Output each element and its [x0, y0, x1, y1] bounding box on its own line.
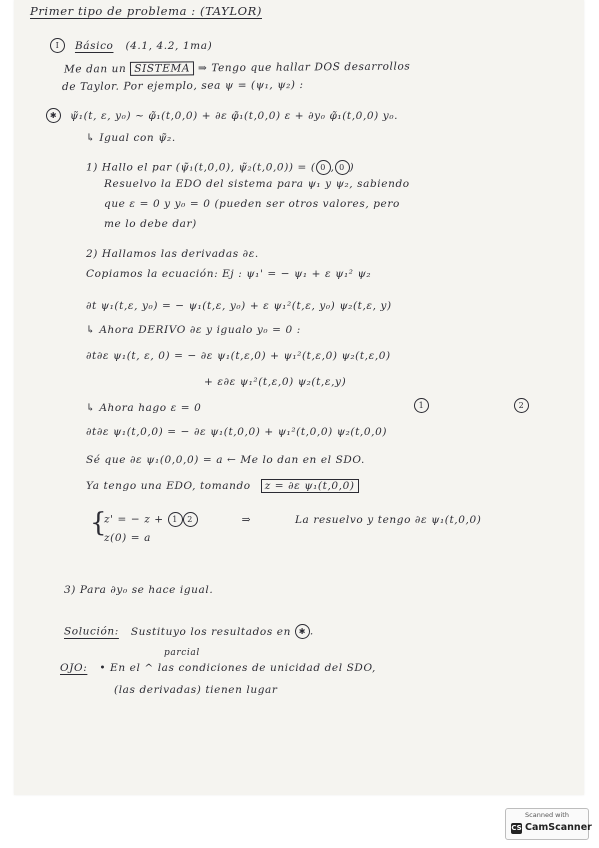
step1-line-1: 1) Hallo el par (ψ̃₁(t,0,0), ψ̃₂(t,0,0)) = ( 0 , 0 ) [86, 161, 355, 174]
ojo-line-2: (las derivadas) tienen lugar [114, 684, 278, 696]
taylor-expansion: ✱ ψ̃₁(t, ε, y₀) ~ φ̃₁(t,0,0) + ∂ε φ̃₁(t,0,0) ε + ∂y₀ φ̃₁(t,0,0) y₀. [46, 108, 398, 123]
implies-arrow: ⇒ [241, 513, 252, 526]
sistema-box: SISTEMA [130, 61, 194, 76]
ode-system-brace: { [90, 508, 108, 538]
step1-line-3: que ε = 0 y y₀ = 0 (pueden ser otros valores, pero [104, 198, 400, 210]
solution-line: Solución: Sustituyo los resultados en ✱ . [64, 625, 314, 638]
step2-line-6: + ε∂ε ψ₁²(t,ε,0) ψ₂(t,ε,y) [204, 376, 347, 388]
section-marker: I [50, 38, 65, 53]
step3-line: 3) Para ∂y₀ se hace igual. [64, 584, 214, 596]
ojo-label: OJO: [60, 662, 88, 674]
z-definition-box: z = ∂ε ψ₁(t,0,0) [261, 479, 359, 493]
step2-line-9: Sé que ∂ε ψ₁(0,0,0) = a ← Me lo dan en el SDO. [86, 454, 365, 466]
step2-line-3: ∂t ψ₁(t,ε, y₀) = − ψ₁(t,ε, y₀) + ε ψ₁²(t,ε, y₀) ψ₂(t,ε, y) [86, 300, 392, 312]
step2-line-2: Copiamos la ecuación: Ej : ψ₁' = − ψ₁ + ε ψ₁² ψ₂ [86, 268, 372, 280]
intro-line-2: de Taylor. Por ejemplo, sea ψ = (ψ₁, ψ₂) : [61, 78, 304, 94]
ode-system-line-2: z(0) = a [104, 532, 151, 544]
step1-line-4: me lo debe dar) [104, 218, 197, 230]
term-marker-2: 2 [514, 398, 529, 413]
star-reference-icon: ✱ [295, 624, 310, 639]
step2-line-1: 2) Hallamos las derivadas ∂ε. [86, 248, 259, 260]
section-heading [50, 38, 212, 53]
camscanner-watermark: Scanned with CS CamScanner [505, 808, 589, 840]
solution-label: Solución: [64, 625, 119, 638]
ojo-line-1: OJO: • En el ^ las condiciones de unicidad del SDO, [60, 662, 376, 674]
step1-line-2: Resuelvo la EDO del sistema para ψ₁ y ψ₂, sabiendo [104, 178, 410, 190]
circle-1: 0 [316, 160, 331, 175]
insert-caret: ^ [144, 662, 154, 674]
step2-line-10: Ya tengo una EDO, tomando z = ∂ε ψ₁(t,0,0) [86, 480, 359, 492]
section-title: Básico [74, 39, 114, 52]
ode-system-line-1: z' = − z + 1 2 ⇒ La resuelvo y tengo ∂ε ψ₁(t,0,0) [104, 513, 482, 526]
page-title: Primer tipo de problema : (TAYLOR) [30, 4, 262, 18]
section-refs: (4.1, 4.2, 1ma) [125, 39, 213, 52]
step2-line-7: ↳ Ahora hago ε = 0 [86, 402, 202, 414]
intro-line-1: Me dan un SISTEMA ⇒ Tengo que hallar DOS desarrollos [63, 60, 411, 76]
step2-line-4: ↳ Ahora DERIVO ∂ε y igualo y₀ = 0 : [86, 324, 301, 336]
scanned-page [14, 0, 584, 795]
ojo-inserted-word: parcial [164, 648, 200, 658]
circle-2: 0 [335, 160, 350, 175]
star-note: ↳ Igual con ψ̃₂. [86, 132, 176, 144]
step2-line-8: ∂t∂ε ψ₁(t,0,0) = − ∂ε ψ₁(t,0,0) + ψ₁²(t,0,0) ψ₂(t,0,0) [86, 426, 388, 438]
step2-line-5: ∂t∂ε ψ₁(t, ε, 0) = − ∂ε ψ₁(t,ε,0) + ψ₁²(t,ε,0) ψ₂(t,ε,0) [86, 350, 391, 362]
term-marker-1: 1 [414, 398, 429, 413]
camscanner-logo-icon: CS [511, 824, 522, 832]
star-marker-icon: ✱ [46, 108, 61, 123]
